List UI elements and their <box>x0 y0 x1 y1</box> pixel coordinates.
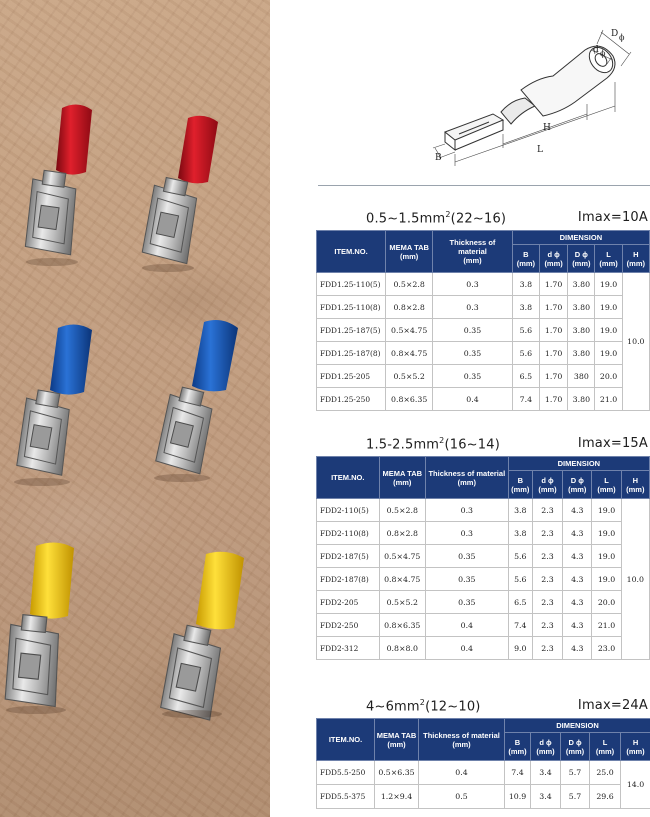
cell-thickness: 0.3 <box>425 522 508 545</box>
cell-tab: 0.8×8.0 <box>379 637 425 660</box>
section-heading <box>316 696 650 718</box>
col-d-large: D ϕ (mm) <box>561 733 590 761</box>
table-row <box>317 637 650 660</box>
cell-tab: 0.5×2.8 <box>379 499 425 522</box>
cell-h: 14.0 <box>621 761 650 809</box>
cell-item: FDD5.5-375 <box>317 785 375 809</box>
cell-h: 10.0 <box>622 273 649 411</box>
cell-d-small: 2.3 <box>532 522 562 545</box>
table-row <box>317 319 650 342</box>
cell-l: 21.0 <box>592 614 621 637</box>
col-d-small: d ϕ (mm) <box>531 733 561 761</box>
wire-range: $0.5\sim 1.5mm^2(22\sim 16)$ <box>366 210 507 227</box>
cell-item: FDD2-250 <box>317 614 380 637</box>
cell-thickness: 0.35 <box>433 319 513 342</box>
cell-b: 7.4 <box>512 388 539 411</box>
cell-item: FDD2-187(8) <box>317 568 380 591</box>
cell-item: FDD2-187(5) <box>317 545 380 568</box>
section-heading <box>316 208 650 230</box>
cell-l: 19.0 <box>592 568 621 591</box>
dim-label-l: L <box>537 145 543 155</box>
cell-thickness: 0.35 <box>425 591 508 614</box>
cell-thickness: 0.4 <box>419 761 505 785</box>
product-photo <box>0 0 270 817</box>
cell-b: 5.6 <box>508 545 532 568</box>
cell-thickness: 0.4 <box>425 637 508 660</box>
col-thickness: Thickness of material (mm) <box>419 719 505 761</box>
col-d-large: D ϕ (mm) <box>563 471 592 499</box>
col-mema-tab: MEMA TAB (mm) <box>379 457 425 499</box>
cell-d-large: 3.80 <box>568 319 595 342</box>
cell-d-large: 3.80 <box>568 296 595 319</box>
col-b: B (mm) <box>508 471 532 499</box>
table-row <box>317 365 650 388</box>
cell-d-large: 380 <box>568 365 595 388</box>
cell-thickness: 0.4 <box>433 388 513 411</box>
cell-item: FDD2-205 <box>317 591 380 614</box>
cell-d-small: 2.3 <box>532 568 562 591</box>
red-terminal-icon <box>140 116 218 272</box>
cell-d-large: 4.3 <box>563 522 592 545</box>
cell-d-large: 4.3 <box>563 637 592 660</box>
cell-b: 7.4 <box>508 614 532 637</box>
col-l: L (mm) <box>592 471 621 499</box>
cell-d-small: 2.3 <box>532 591 562 614</box>
cell-d-small: 1.70 <box>539 342 567 365</box>
cell-thickness: 0.35 <box>425 545 508 568</box>
dim-label-h: H <box>543 123 551 133</box>
spec-section-3 <box>316 696 650 809</box>
cell-item: FDD1.25-187(5) <box>317 319 386 342</box>
blue-terminal-icon <box>153 320 238 482</box>
cell-tab: 0.5×5.2 <box>379 591 425 614</box>
cell-item: FDD2-110(8) <box>317 522 380 545</box>
col-mema-tab: MEMA TAB (mm) <box>375 719 419 761</box>
cell-tab: 0.8×4.75 <box>386 342 433 365</box>
cell-l: 25.0 <box>590 761 621 785</box>
cell-d-large: 5.7 <box>561 785 590 809</box>
cell-d-large: 3.80 <box>568 388 595 411</box>
cell-l: 19.0 <box>595 342 622 365</box>
cell-b: 5.6 <box>512 319 539 342</box>
cell-item: FDD2-110(5) <box>317 499 380 522</box>
cell-item: FDD1.25-205 <box>317 365 386 388</box>
cell-d-large: 4.3 <box>563 591 592 614</box>
cell-d-small: 1.70 <box>539 319 567 342</box>
cell-l: 19.0 <box>595 273 622 296</box>
cell-tab: 0.5×4.75 <box>379 545 425 568</box>
cell-tab: 0.5×6.35 <box>375 761 419 785</box>
table-row <box>317 591 650 614</box>
cell-d-large: 4.3 <box>563 614 592 637</box>
terminals-illustration <box>0 0 270 817</box>
imax-rating: Imax=15A <box>577 436 648 451</box>
cell-d-small: 1.70 <box>539 388 567 411</box>
col-h: H (mm) <box>621 471 649 499</box>
col-h: H (mm) <box>622 245 649 273</box>
cell-d-small: 1.70 <box>539 296 567 319</box>
cell-d-large: 4.3 <box>563 499 592 522</box>
cell-tab: 1.2×9.4 <box>375 785 419 809</box>
cell-d-small: 3.4 <box>531 785 561 809</box>
table-row <box>317 296 650 319</box>
yellow-terminal-icon <box>158 552 244 720</box>
cell-tab: 0.5×4.75 <box>386 319 433 342</box>
table-row <box>317 785 650 809</box>
cell-item: FDD1.25-110(8) <box>317 296 386 319</box>
cell-tab: 0.5×2.8 <box>386 273 433 296</box>
cell-thickness: 0.35 <box>433 365 513 388</box>
yellow-terminal-icon <box>3 542 74 714</box>
col-d-large: D ϕ (mm) <box>568 245 595 273</box>
spec-table <box>316 230 650 411</box>
col-d-small: d ϕ (mm) <box>532 471 562 499</box>
cell-b: 5.6 <box>512 342 539 365</box>
cell-tab: 0.8×6.35 <box>386 388 433 411</box>
cell-d-small: 1.70 <box>539 365 567 388</box>
cell-d-large: 3.80 <box>568 342 595 365</box>
cell-d-small: 3.4 <box>531 761 561 785</box>
col-l: L (mm) <box>595 245 622 273</box>
table-row <box>317 273 650 296</box>
col-mema-tab: MEMA TAB (mm) <box>386 231 433 273</box>
cell-d-small: 1.70 <box>539 273 567 296</box>
cell-d-small: 2.3 <box>532 499 562 522</box>
cell-l: 19.0 <box>592 545 621 568</box>
col-b: B (mm) <box>512 245 539 273</box>
table-row <box>317 499 650 522</box>
cell-item: FDD5.5-250 <box>317 761 375 785</box>
cell-b: 3.8 <box>512 296 539 319</box>
cell-d-large: 4.3 <box>563 545 592 568</box>
col-thickness: Thickness of material (mm) <box>433 231 513 273</box>
cell-b: 3.8 <box>512 273 539 296</box>
spec-table <box>316 456 650 660</box>
cell-tab: 0.8×2.8 <box>386 296 433 319</box>
cell-d-large: 5.7 <box>561 761 590 785</box>
cell-thickness: 0.35 <box>425 568 508 591</box>
cell-item: FDD1.25-250 <box>317 388 386 411</box>
cell-h: 10.0 <box>621 499 649 660</box>
col-item-no: ITEM.NO. <box>317 719 375 761</box>
cell-d-small: 2.3 <box>532 614 562 637</box>
col-d-small: d ϕ (mm) <box>539 245 567 273</box>
cell-thickness: 0.35 <box>433 342 513 365</box>
table-row <box>317 388 650 411</box>
cell-b: 3.8 <box>508 522 532 545</box>
table-row <box>317 568 650 591</box>
cell-tab: 0.8×6.35 <box>379 614 425 637</box>
cell-l: 19.0 <box>595 296 622 319</box>
dim-label-d-large: D <box>611 29 619 39</box>
cell-tab: 0.5×5.2 <box>386 365 433 388</box>
cell-l: 23.0 <box>592 637 621 660</box>
table-row <box>317 761 650 785</box>
wire-range: $4\sim 6mm^2(12\sim 10)$ <box>366 698 481 715</box>
cell-b: 6.5 <box>512 365 539 388</box>
col-dimension: DIMENSION <box>508 457 649 471</box>
imax-rating: Imax=24A <box>577 698 648 713</box>
cell-l: 19.0 <box>595 319 622 342</box>
cell-item: FDD1.25-187(8) <box>317 342 386 365</box>
cell-b: 10.9 <box>505 785 531 809</box>
col-b: B (mm) <box>505 733 531 761</box>
cell-tab: 0.8×2.8 <box>379 522 425 545</box>
dim-label-phi-large: ϕ <box>619 33 625 42</box>
cell-l: 29.6 <box>590 785 621 809</box>
cell-b: 9.0 <box>508 637 532 660</box>
dim-label-b: B <box>435 153 442 163</box>
cell-b: 6.5 <box>508 591 532 614</box>
cell-thickness: 0.4 <box>425 614 508 637</box>
cell-d-large: 3.80 <box>568 273 595 296</box>
col-h: H (mm) <box>621 733 650 761</box>
cell-thickness: 0.3 <box>433 296 513 319</box>
cell-item: FDD1.25-110(5) <box>317 273 386 296</box>
table-row <box>317 545 650 568</box>
cell-thickness: 0.5 <box>419 785 505 809</box>
table-row <box>317 614 650 637</box>
col-item-no: ITEM.NO. <box>317 457 380 499</box>
col-dimension: DIMENSION <box>512 231 649 245</box>
cell-l: 20.0 <box>595 365 622 388</box>
imax-rating: Imax=10A <box>577 210 648 225</box>
cell-l: 19.0 <box>592 522 621 545</box>
cell-b: 3.8 <box>508 499 532 522</box>
cell-b: 7.4 <box>505 761 531 785</box>
col-item-no: ITEM.NO. <box>317 231 386 273</box>
section-heading <box>316 434 650 456</box>
cell-b: 5.6 <box>508 568 532 591</box>
spec-section-2 <box>316 434 650 660</box>
dim-label-d-small: d <box>593 45 599 55</box>
table-row <box>317 342 650 365</box>
cell-l: 20.0 <box>592 591 621 614</box>
spec-section-1 <box>316 208 650 411</box>
cell-thickness: 0.3 <box>433 273 513 296</box>
cell-thickness: 0.3 <box>425 499 508 522</box>
divider <box>318 185 650 186</box>
dim-label-phi-small: ϕ <box>600 49 606 58</box>
col-l: L (mm) <box>590 733 621 761</box>
cell-d-large: 4.3 <box>563 568 592 591</box>
table-row <box>317 522 650 545</box>
blue-terminal-icon <box>14 324 92 486</box>
terminal-dimension-drawing <box>425 20 640 175</box>
cell-d-small: 2.3 <box>532 637 562 660</box>
cell-l: 19.0 <box>592 499 621 522</box>
wire-range: $1.5-2.5mm^2(16\sim 14)$ <box>366 436 500 453</box>
red-terminal-icon <box>23 104 92 266</box>
cell-d-small: 2.3 <box>532 545 562 568</box>
cell-item: FDD2-312 <box>317 637 380 660</box>
col-thickness: Thickness of material (mm) <box>425 457 508 499</box>
cell-tab: 0.8×4.75 <box>379 568 425 591</box>
spec-table <box>316 718 650 809</box>
cell-l: 21.0 <box>595 388 622 411</box>
col-dimension: DIMENSION <box>505 719 650 733</box>
